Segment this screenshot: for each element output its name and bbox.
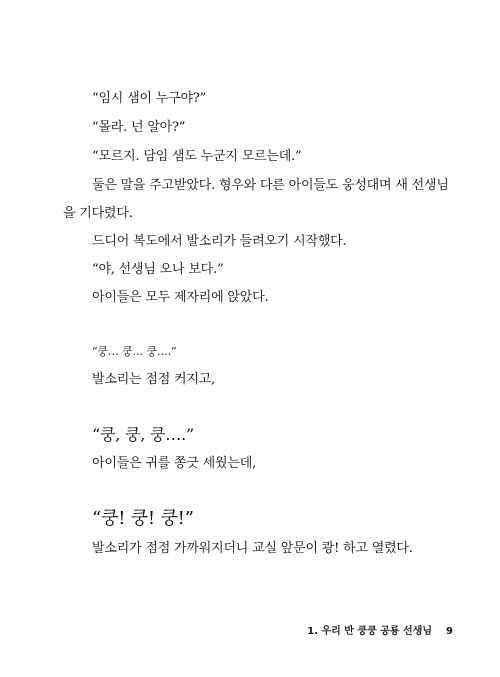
- dialogue-line: “야, 선생님 오나 보다.”: [92, 262, 224, 277]
- chapter-title: 1. 우리 반 쿵쿵 공룡 선생님: [307, 626, 433, 637]
- narration-line: 아이들은 귀를 쫑긋 세웠는데,: [92, 456, 257, 471]
- dialogue-line: “모르지. 담임 샘도 누군지 모르는데.”: [92, 149, 302, 164]
- narration-line: 둘은 말을 주고받았다. 형우와 다른 아이들도 웅성대며 새 선생님: [92, 178, 449, 193]
- sound-effect-medium: “쿵, 쿵, 쿵….”: [92, 425, 194, 444]
- narration-line: 발소리가 점점 가까워지더니 교실 앞문이 쾅! 하고 열렸다.: [92, 541, 413, 556]
- narration-line: 발소리는 점점 커지고,: [92, 372, 216, 387]
- narration-line: 드디어 복도에서 발소리가 들려오기 시작했다.: [92, 234, 347, 249]
- narration-line-continued: 을 기다렸다.: [63, 206, 133, 221]
- sound-effect-large: “쿵! 쿵! 쿵!”: [92, 508, 194, 529]
- sound-effect-small: “쿵… 쿵… 쿵….”: [92, 345, 177, 358]
- dialogue-line: “몰라. 넌 알아?”: [92, 120, 186, 135]
- dialogue-line: “임시 샘이 누구야?”: [92, 91, 207, 106]
- page-number: 9: [446, 626, 453, 637]
- narration-line: 아이들은 모두 제자리에 앉았다.: [92, 290, 269, 305]
- page-footer: [307, 622, 453, 637]
